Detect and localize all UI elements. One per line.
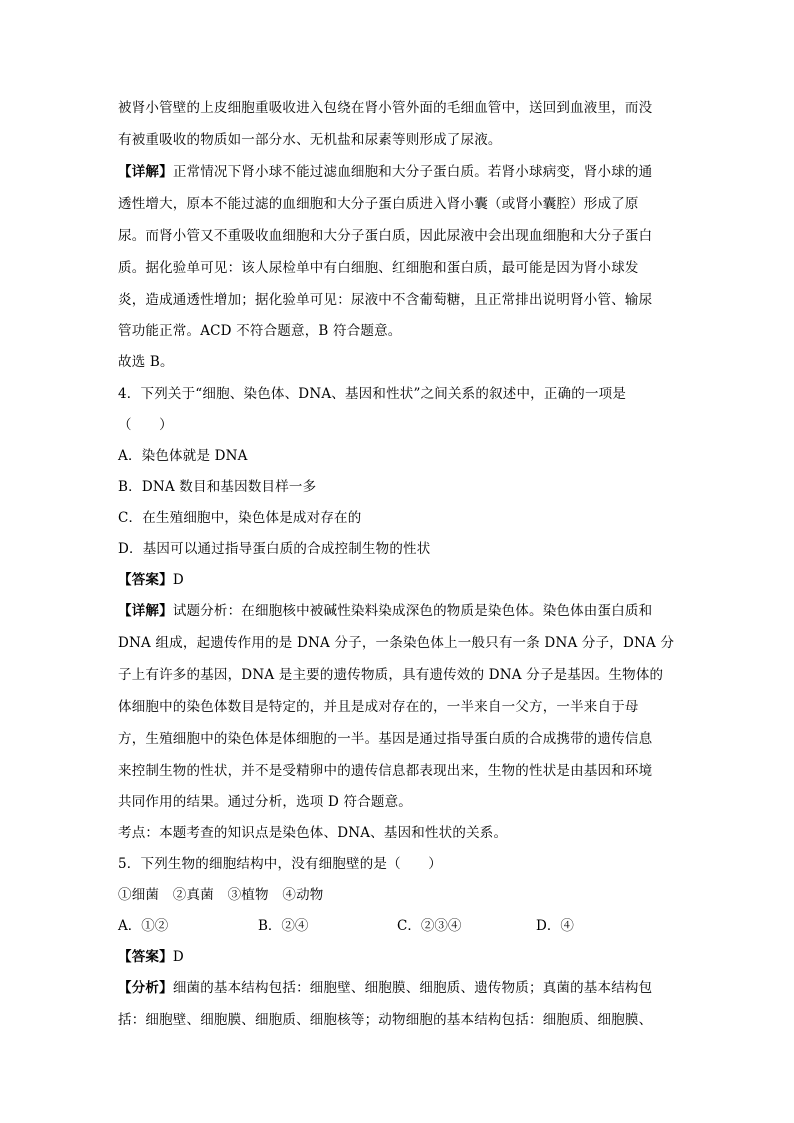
text-line: 炎，造成通透性增加；据化验单可见：尿液中不含葡萄糖，且正常排出说明肾小管、输尿 [118,292,653,308]
text-line: 细菌的基本结构包括：细胞壁、细胞膜、细胞质、遗传物质；真菌的基本结构包 [172,980,653,996]
text-line: 共同作用的结果。通过分析，选项 D 符合题意。 [118,794,413,810]
text-line: 子上有许多的基因，DNA 是主要的遗传物质，具有遗传效的 DNA 分子是基因。生物体的 [118,667,664,683]
text-line: 尿。而肾小管又不重吸收血细胞和大分子蛋白质，因此尿液中会出现血细胞和大分子蛋白 [118,228,653,244]
answer-value: D [172,949,184,965]
detail-label: 【详解】 [118,164,173,180]
option-b: B．②④ [258,918,309,934]
kaodian: 考点：本题考查的知识点是染色体、DNA、基因和性状的关系。 [118,825,508,841]
text-line: 管功能正常。ACD 不符合题意，B 符合题意。 [118,323,402,339]
question-5-options [118,916,698,936]
text-line: 透性增大，原本不能过滤的血细胞和大分子蛋白质进入肾小囊（或肾小囊腔）形成了原 [118,196,639,212]
detail-label: 【详解】 [118,603,173,619]
option-a: A．染色体就是 DNA [118,448,248,464]
analysis-label: 【分析】 [118,980,173,996]
detail-paragraph [118,162,652,182]
answer-label: 【答案】 [118,949,173,965]
question-4-paren: （ ） [118,417,173,433]
answer-label: 【答案】 [118,572,173,588]
analysis-paragraph [118,978,652,998]
text-line: 有被重吸收的物质如一部分水、无机盐和尿素等则形成了尿液。 [118,132,502,148]
option-b: B．DNA 数目和基因数目样一多 [118,479,317,495]
text-line: 质。据化验单可见：该人尿检单中有白细胞、红细胞和蛋白质，最可能是因为肾小球发 [118,260,639,276]
option-d: D．基因可以通过指导蛋白质的合成控制生物的性状 [118,541,431,557]
text-line: 试题分析：在细胞核中被碱性染料染成深色的物质是染色体。染色体由蛋白质和 [172,603,653,619]
answer-line [118,947,184,967]
conclusion: 故选 B。 [118,354,174,370]
text-line: 正常情况下肾小球不能过滤血细胞和大分子蛋白质。若肾小球病变，肾小球的通 [172,164,653,180]
question-5-items: ①细菌 ②真菌 ③植物 ④动物 [118,887,324,903]
text-line: 来控制生物的性状，并不是受精卵中的遗传信息都表现出来，生物的性状是由基因和环境 [118,763,653,779]
answer-value: D [172,572,184,588]
option-c: C．在生殖细胞中，染色体是成对存在的 [118,510,362,526]
detail-paragraph [118,601,652,621]
answer-line [118,570,184,590]
text-line: 方，生殖细胞中的染色体是体细胞的一半。基因是通过指导蛋白质的合成携带的遗传信息 [118,731,653,747]
text-line: 体细胞中的染色体数目是特定的，并且是成对存在的，一半来自一父方，一半来自于母 [118,699,639,715]
option-d: D．④ [536,918,574,934]
text-line: 被肾小管壁的上皮细胞重吸收进入包绕在肾小管外面的毛细血管中，送回到血液里，而没 [118,100,653,116]
question-5-stem: 5．下列生物的细胞结构中，没有细胞壁的是（ ） [118,856,442,872]
option-a: A．①② [118,918,169,934]
text-line: DNA 组成，起遗传作用的是 DNA 分子，一条染色体上一般只有一条 DNA 分子，DNA 分 [118,635,675,651]
option-c: C．②③④ [397,918,462,934]
text-line: 括：细胞壁、细胞膜、细胞质、细胞核等；动物细胞的基本结构包括：细胞质、细胞膜、 [118,1012,653,1028]
question-4-stem: 4．下列关于“细胞、染色体、DNA、基因和性状”之间关系的叙述中，正确的一项是 [118,386,627,402]
